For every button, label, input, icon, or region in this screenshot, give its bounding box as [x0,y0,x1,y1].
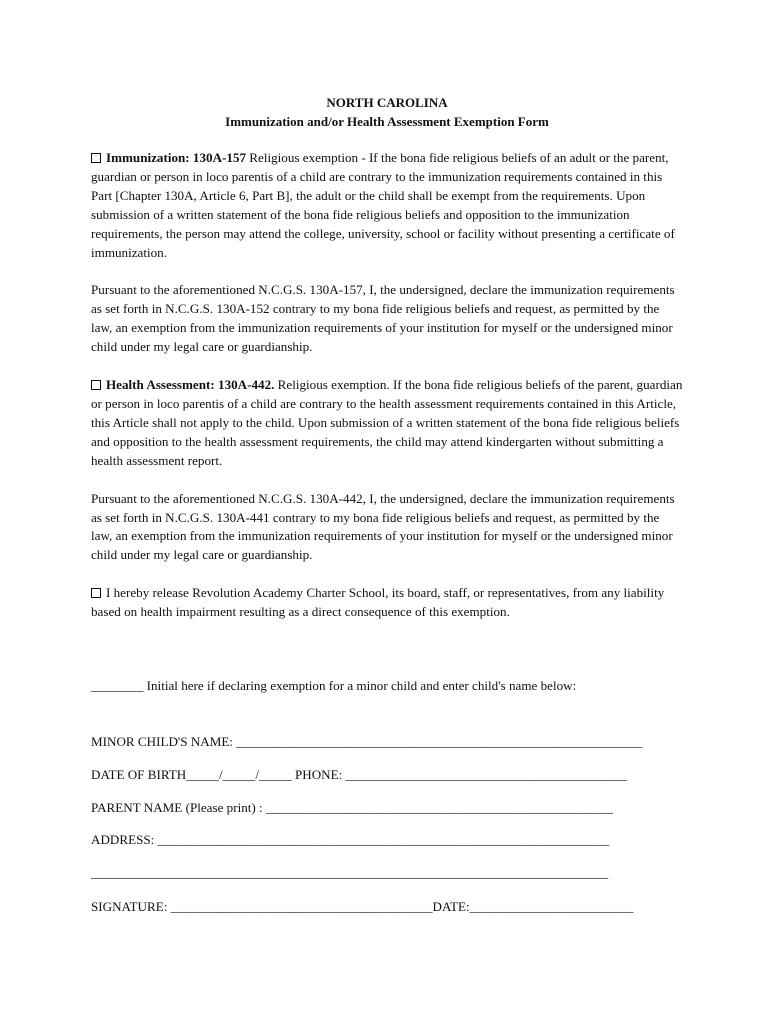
health-declaration: Pursuant to the aforementioned N.C.G.S. 130A-442, I, the undersigned, declare the immunization requirements as set forth in N.C.G.S. 130A-441 contrary to my bona fide religious beliefs and request, as permitted by the law, an exemption from the immunization requirements of your institution for myself or the undersigned minor child under my legal care or guardianship. [91,490,675,563]
initial-field[interactable]: ________ Initial here if declaring exemption for a minor child and enter child's name below: [91,678,577,693]
health-heading: Health Assessment: 130A-442. [106,377,275,393]
title-state: NORTH CAROLINA [326,95,448,110]
immunization-body: Religious exemption - If the bona fide religious beliefs of an adult or the parent, guardian or person in loco parentis of a child are contrary to the immunization requirements contained in this Part [Chapter 130A, Article 6, Part B], the adult or the child shall be exempt from the requirements. Upon submission of a written statement of the bona fide religious beliefs and opposition to the immunization requirements, the person may attend the college, university, school or facility without presenting a certificate of immunization. [91,150,675,260]
immunization-heading: Immunization: 130A-157 [106,150,247,165]
title-form-name: Immunization and/or Health Assessment Exemption Form [225,114,549,129]
health-body: Religious exemption. If the bona fide religious beliefs of the parent, guardian or person in loco parentis of a child are contrary to the health assessment requirements contained in this Article, this Article shall not apply to the child. Upon submission of a written statement of the bona fide religious beliefs and opposition to the health assessment requirements, the child may attend kindergarten without submitting a health assessment report. [91,377,683,468]
release-checkbox[interactable] [91,588,101,598]
form-content [91,93,683,914]
address-continuation-line[interactable]: _______________________________________________________________________________ [91,865,609,880]
immunization-checkbox[interactable] [91,153,101,163]
immunization-declaration: Pursuant to the aforementioned N.C.G.S. 130A-157, I, the undersigned, declare the immunization requirements as set forth in N.C.G.S. 130A-152 contrary to my bona fide religious beliefs and request, as permitted by the law, an exemption from the immunization requirements of your institution for myself or the undersigned minor child under my legal care or guardianship. [91,282,675,355]
health-section [91,376,683,471]
health-assessment-checkbox[interactable] [91,380,101,390]
release-section [91,584,683,622]
release-text: I hereby release Revolution Academy Charter School, its board, staff, or representatives, from any liability based on health impairment resulting as a direct consequence of this exemption. [91,585,665,620]
address-field[interactable]: ADDRESS: _____________________________________________________________________ [91,832,610,847]
form-title [91,93,683,131]
parent-name-field[interactable]: PARENT NAME (Please print) : _____________________________________________________ [91,800,613,815]
minor-child-name-field[interactable]: MINOR CHILD'S NAME: ______________________________________________________________ [91,734,643,749]
immunization-section [91,149,683,262]
signature-date-field[interactable]: SIGNATURE: ________________________________________DATE:_________________________ [91,899,634,914]
dob-phone-field[interactable]: DATE OF BIRTH_____/_____/_____ PHONE: ___________________________________________ [91,767,628,782]
